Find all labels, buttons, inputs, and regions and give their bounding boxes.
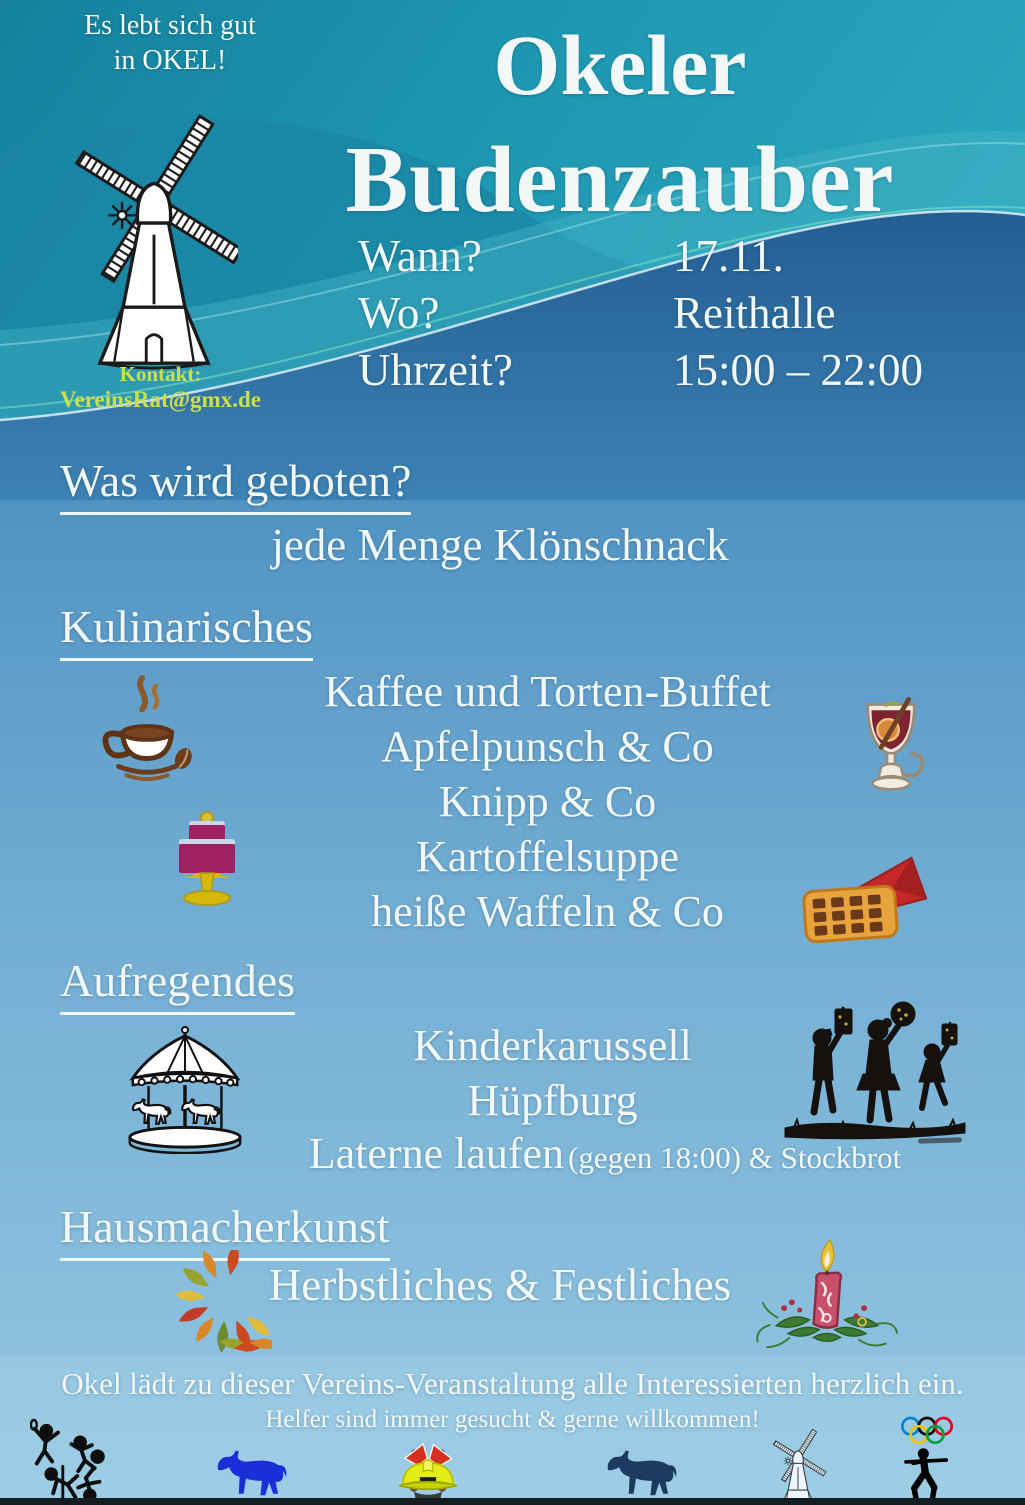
detail-value-time: 15:00 – 22:00	[673, 345, 924, 395]
item-kaffee: Kaffee und Torten-Buffet	[324, 667, 771, 716]
item-apfelpunsch: Apfelpunsch & Co	[381, 722, 714, 771]
punch-glass-icon	[852, 695, 930, 825]
item-knipp: Knipp & Co	[438, 777, 657, 826]
contact-block	[38, 362, 283, 413]
candle-arrangement-icon	[748, 1232, 906, 1354]
windmill-logo-icon	[70, 80, 238, 370]
section-heading-hausmacherkunst: Hausmacherkunst	[60, 1202, 390, 1261]
waffle-icon	[795, 850, 935, 947]
coffee-cup-icon	[93, 672, 201, 790]
contact-label: Kontakt:	[119, 362, 202, 386]
detail-value-place: Reithalle	[673, 288, 836, 338]
title-line2: Budenzauber	[345, 128, 895, 232]
acrobats-icon	[30, 1418, 112, 1505]
children-lanterns-icon	[780, 1000, 970, 1150]
footer-helpers: Helfer sind immer gesucht & gerne willkommen!	[265, 1406, 760, 1433]
item-kartoffelsuppe: Kartoffelsuppe	[415, 832, 680, 881]
item-kloenschnack: jede Menge Klönschnack	[271, 520, 729, 570]
title-line1: Okeler	[493, 17, 747, 113]
section-heading-kulinarisches: Kulinarisches	[60, 602, 313, 661]
laterne-note: (gegen 18:00) & Stockbrot	[568, 1140, 902, 1175]
blue-horse-icon	[210, 1444, 290, 1505]
badge-line2: in OKEL!	[113, 45, 227, 76]
firefighter-helmet-icon	[385, 1440, 471, 1505]
layer-cake-icon	[167, 810, 247, 915]
carousel-icon	[110, 1026, 260, 1154]
poster-title	[225, 6, 1015, 236]
olympic-shooter-icon	[895, 1415, 959, 1505]
item-waffeln: heiße Waffeln & Co	[371, 887, 724, 936]
detail-value-date: 17.11.	[673, 231, 784, 281]
item-huepfburg: Hüpfburg	[467, 1076, 638, 1125]
item-kinderkarussell: Kinderkarussell	[413, 1021, 692, 1070]
detail-label-wann: Wann?	[358, 231, 482, 281]
section-heading-aufregendes: Aufregendes	[60, 956, 295, 1015]
bottom-edge-bar	[0, 1498, 1025, 1505]
dark-horse-icon	[600, 1444, 680, 1505]
item-herbstliches: Herbstliches & Festliches	[268, 1260, 732, 1310]
footer-invitation: Okel lädt zu dieser Vereins-Veranstaltung alle Interessierten herzlich ein.	[61, 1366, 964, 1401]
windmill-sketch-icon	[766, 1418, 830, 1505]
autumn-leaves-icon	[170, 1250, 272, 1352]
badge-line1: Es lebt sich gut	[84, 10, 256, 41]
detail-label-uhrzeit: Uhrzeit?	[358, 345, 513, 395]
event-details	[358, 228, 923, 399]
section-heading-was-wird-geboten: Was wird geboten?	[60, 456, 411, 515]
laterne-main: Laterne laufen	[308, 1129, 565, 1178]
detail-label-wo: Wo?	[358, 288, 440, 338]
contact-email: VereinsRat@gmx.de	[60, 387, 261, 412]
